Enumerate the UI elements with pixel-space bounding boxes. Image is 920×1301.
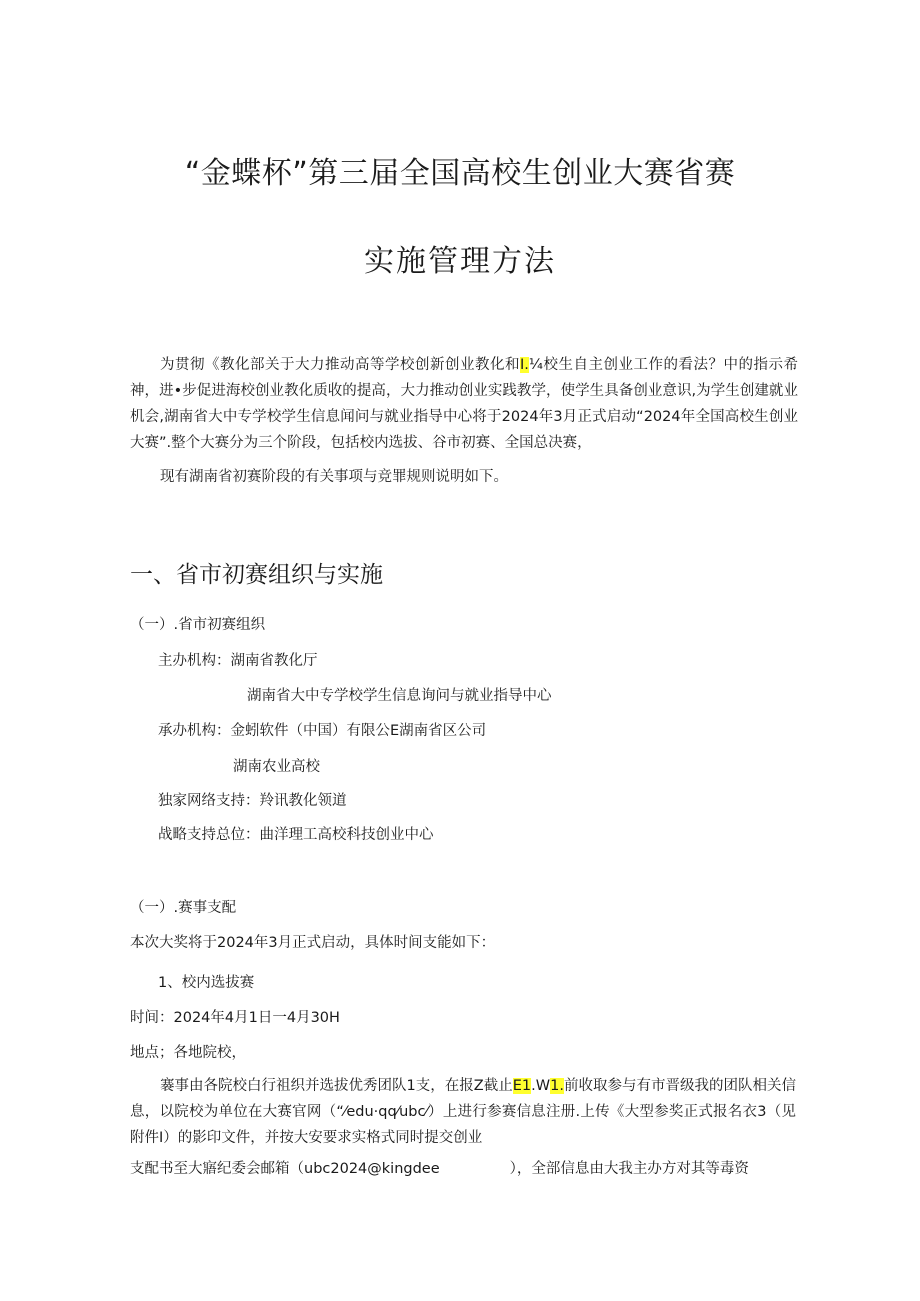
organizer-line-2: 湖南省大中专学校学生信息询问与就业指导中心 <box>247 688 552 704</box>
intro-text-a: 为贯彻《教化部关于大力推动高等学校创新创业教化和 <box>160 357 521 373</box>
schedule-place: 地点；各地院校， <box>130 1045 246 1061</box>
network-support-line: 独家网络支持：羚讯教化领道 <box>158 793 347 809</box>
section-heading: 一、省市初赛组织与实施 <box>130 562 383 588</box>
rules-paragraph <box>130 1073 796 1151</box>
rules-text-mid: .W <box>531 1078 551 1094</box>
host-line-2: 湖南农业高校 <box>233 759 320 775</box>
email-text-end: ），全部信息由大我主办方对其等毒资 <box>509 1161 749 1177</box>
subsection-heading: （一）.省市初赛组织 <box>130 617 266 633</box>
email-line <box>130 1158 749 1180</box>
highlight-mark: 1. <box>550 1078 564 1094</box>
highlight-mark: I. <box>520 357 529 373</box>
rules-text-a: 褰事由各院校白行祖织并选拔优秀团队1支，在报Z截止 <box>160 1078 513 1094</box>
schedule-time: 时间：2024年4月1日一4月30H <box>130 1010 340 1026</box>
document-subtitle: 实施管理方法 <box>364 244 556 279</box>
intro-text-b: ¼校生自主创业工作的看法？中的指示希神，进•步促进海校创业教化质收的提高，大力推动创业实践教学，使学生具备创业意识,为学生创建就业机会,湖南省大中专学校学生信息闻问与就业指导中心将于2024年3月正式启动“2024年全国高校生创业大赛”.整个大赛分为三个阶段，包括校内选拔、谷市初赛、全国总决赛， <box>130 357 798 451</box>
schedule-intro: 本次大奖将于2024年3月正式启动，具体时间支能如下： <box>130 935 496 951</box>
intro-paragraph-2: 现有湖南省初赛阶段的有关事项与竞罪规则说明如下。 <box>160 469 508 485</box>
strategy-support-line: 战略支持总位：曲洋理工高校科技创业中心 <box>158 827 434 843</box>
organizer-line: 主办机构：湖南省教化厅 <box>158 653 318 669</box>
email-text: 支配书至大寤纪委会邮箱（ubc2024@kingdee <box>130 1161 440 1177</box>
schedule-item: 1、校内选拔赛 <box>158 975 255 991</box>
intro-paragraph <box>130 352 798 456</box>
rules-text-b: 前收取参与有市晋级我的团队相关信息，以院校为单位在大赛官网（“⁄edu·qq⁄ubc⁄）上进行参赛信息注册.上传《大型参奖正式报名衣3（见附件I）的影印文件，并按大安要求实格式同时提交创业 <box>130 1078 796 1146</box>
highlight-mark: E1 <box>512 1078 532 1094</box>
subsection-heading-2: （一）.赛事支配 <box>130 900 237 916</box>
host-line: 承办机构：金蚓软件（中国）有限公E湖南省区公司 <box>158 723 487 739</box>
document-title: “金蝶杯”第三届全国高校生创业大赛省赛 <box>184 156 736 191</box>
